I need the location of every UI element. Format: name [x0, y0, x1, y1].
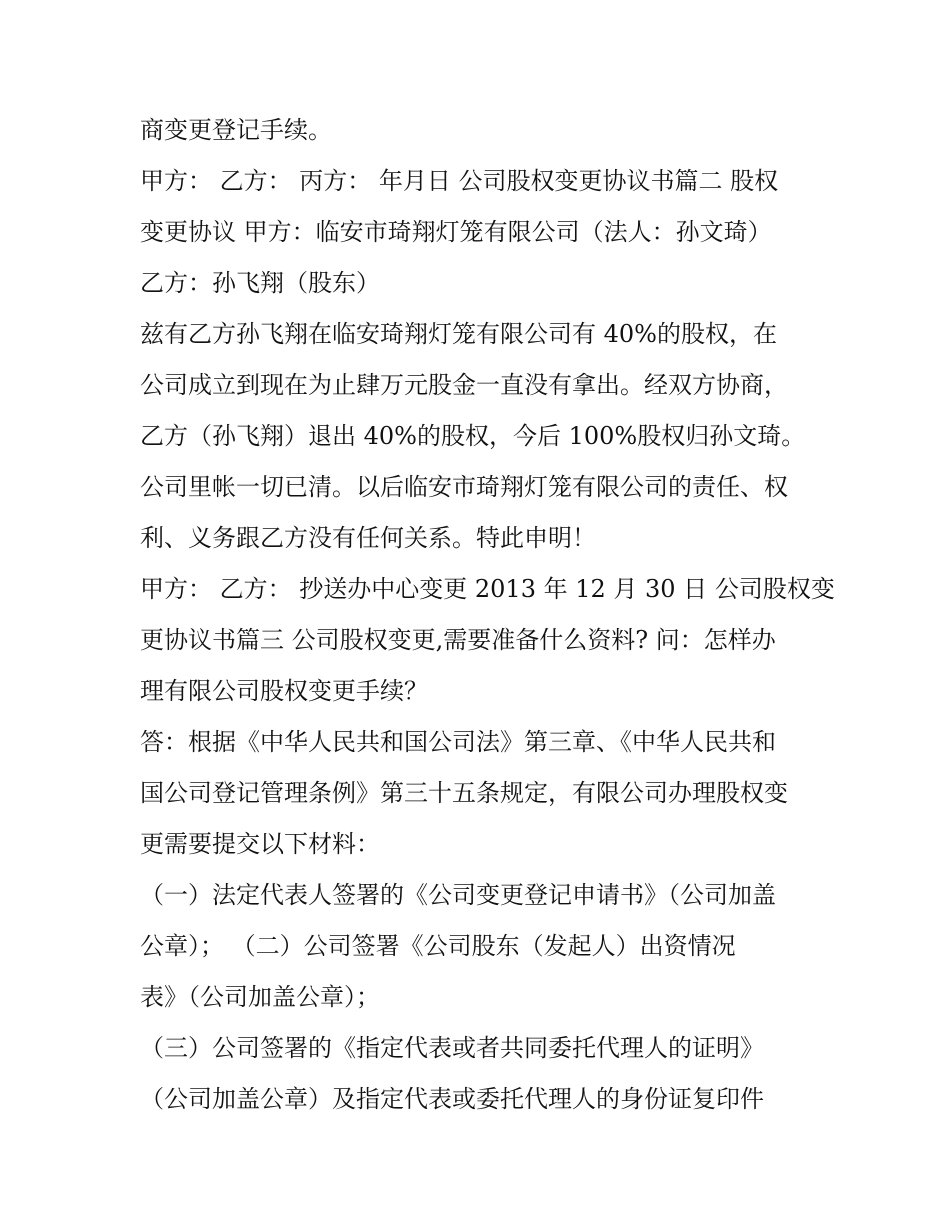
text-line: 乙方（孙飞翔）退出 40%的股权，今后 100%股权归孙文琦。 [140, 422, 806, 450]
text-line: （一）法定代表人签署的《公司变更登记申请书》（公司加盖 [140, 881, 776, 909]
text-line: 公司成立到现在为止肆万元股金一直没有拿出。经双方协商， [140, 371, 788, 399]
text-line: 变更协议 甲方：临安市琦翔灯笼有限公司（法人：孙文琦） [140, 218, 772, 246]
text-line: 甲方： 乙方： 抄送办中心变更 2013 年 12 月 30 日 公司股权变 [140, 575, 835, 603]
text-line: 理有限公司股权变更手续？ [140, 677, 428, 705]
text-line: 商变更登记手续。 [140, 116, 332, 144]
text-line: 兹有乙方孙飞翔在临安琦翔灯笼有限公司有 40%的股权，在 [140, 320, 777, 348]
text-line: 更协议书篇三 公司股权变更,需要准备什么资料? 问：怎样办 [140, 626, 776, 654]
text-line: 答：根据《中华人民共和国公司法》第三章、《中华人民共和 [140, 728, 776, 756]
text-line: （三）公司签署的《指定代表或者共同委托代理人的证明》 [140, 1034, 764, 1062]
text-line: 公章）； （二）公司签署《公司股东（发起人）出资情况 [140, 932, 736, 960]
document-body [140, 105, 835, 1125]
text-line: 国公司登记管理条例》第三十五条规定，有限公司办理股权变 [140, 779, 788, 807]
text-line: 更需要提交以下材料： [140, 830, 380, 858]
text-line: 表》（公司加盖公章）； [140, 983, 380, 1011]
text-line: 甲方： 乙方： 丙方： 年月日 公司股权变更协议书篇二 股权 [140, 167, 779, 195]
text-line: （公司加盖公章）及指定代表或委托代理人的身份证复印件 [140, 1085, 764, 1113]
text-line: 公司里帐一切已清。以后临安市琦翔灯笼有限公司的责任、权 [140, 473, 788, 501]
text-line: 乙方：孙飞翔（股东） [140, 269, 380, 297]
text-line: 利、义务跟乙方没有任何关系。特此申明！ [140, 524, 596, 552]
